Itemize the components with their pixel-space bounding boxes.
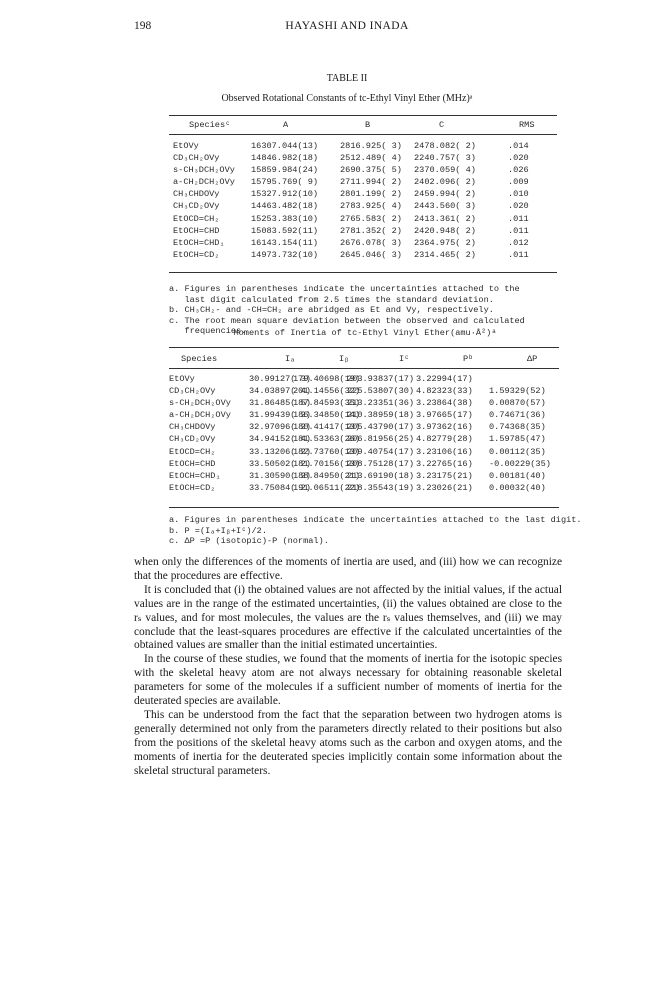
cell-p: 3.23026(21) xyxy=(416,482,473,493)
table-row xyxy=(169,238,557,250)
cell-rms: .026 xyxy=(508,165,529,176)
cell-ia: 30.99127( 3) xyxy=(249,374,311,384)
footnote-line: frequencies. xyxy=(169,326,247,336)
cell-a: 15859.984(24) xyxy=(251,165,319,176)
col-header-ib: Iᵦ xyxy=(339,354,350,364)
footnote-line: b. P =(Iₐ+Iᵦ+Iᶜ)/2. xyxy=(169,525,267,536)
table2-header-row xyxy=(169,354,559,366)
cell-species: CD₃CH₂OVy xyxy=(169,386,216,397)
footnote-line: last digit calculated from 2.5 times the standard deviation. xyxy=(169,294,494,305)
cell-p: 3.22994(17) xyxy=(416,374,473,384)
cell-delta-p: 0.74671(36) xyxy=(489,410,546,421)
cell-p: 4.82779(28) xyxy=(416,434,473,445)
cell-a: 14463.482(18) xyxy=(251,201,319,212)
cell-ic: 225.53807(30) xyxy=(347,386,415,397)
cell-ib: 186.34850(14) xyxy=(293,410,361,421)
cell-species: EtOVy xyxy=(173,141,199,151)
paragraph: This can be understood from the fact that the separation between two hydrogen atoms is generally determined not only from the parameters directly related to their positions but also from the positions of the skeletal heavy atoms such as the carbon and oxygen atoms, and the moments of inertia for the deuterated species implicitly contain some information about the skeletal structural parameters. xyxy=(134,708,562,777)
cell-species: a-CH₂DCH₂OVy xyxy=(169,410,231,421)
table-row xyxy=(169,226,557,238)
cell-c: 2443.560( 3) xyxy=(414,201,476,212)
table-row xyxy=(169,398,559,410)
cell-species: a-CH₂DCH₂OVy xyxy=(173,177,235,188)
col-header-ic: Iᶜ xyxy=(399,354,410,364)
cell-b: 2711.994( 2) xyxy=(340,177,402,188)
cell-rms: .011 xyxy=(508,249,529,260)
table-row xyxy=(169,141,557,153)
cell-species: EtOCH=CD₂ xyxy=(173,249,220,260)
cell-c: 2240.757( 3) xyxy=(414,153,476,164)
cell-ic: 209.40754(17) xyxy=(347,446,415,457)
cell-rms: .011 xyxy=(508,213,529,224)
paragraph: In the course of these studies, we found that the moments of inertia for the isotopic species with the skeletal heavy atom are not always necessary for obtaining reasonable skeletal parameters for some of the molecules if a sufficient number of moments of inertia for the deuterated species are available. xyxy=(134,653,562,708)
table-row xyxy=(169,459,559,471)
table-body xyxy=(169,141,557,262)
cell-species: CH₃CD₂OVy xyxy=(173,201,220,212)
cell-ia: 31.99439( 2) xyxy=(249,410,311,421)
table-row xyxy=(169,434,559,446)
cell-ic: 213.69190(18) xyxy=(347,470,415,481)
table-row xyxy=(169,386,559,398)
page-header xyxy=(134,20,560,36)
cell-species: EtOCH=CD₂ xyxy=(169,482,216,493)
table2-footnotes xyxy=(169,515,582,547)
cell-a: 14846.982(18) xyxy=(251,153,319,164)
cell-ib: 180.41417(13) xyxy=(293,422,361,433)
cell-p: 3.23864(38) xyxy=(416,398,473,409)
cell-b: 2645.046( 3) xyxy=(340,249,402,260)
table-caption: Observed Rotational Constants of tc-Ethyl Vinyl Ether (MHz)ᵃ xyxy=(221,93,473,104)
cell-ia: 33.13206( 2) xyxy=(249,446,311,457)
cell-b: 2512.489( 4) xyxy=(340,153,402,164)
cell-delta-p: -0.00229(35) xyxy=(489,458,551,469)
cell-c: 2478.082( 2) xyxy=(414,141,476,151)
cell-a: 16307.044(13) xyxy=(251,141,319,151)
cell-species: s-CH₂DCH₂OVy xyxy=(169,398,231,409)
cell-ia: 33.50502( 2) xyxy=(249,458,311,469)
footnote-line: a. Figures in parentheses indicate the uncertainties attached to the xyxy=(169,284,520,294)
cell-ib: 188.84950(21) xyxy=(293,470,361,481)
cell-p: 3.23175(21) xyxy=(416,470,473,481)
cell-c: 2402.096( 2) xyxy=(414,177,476,188)
cell-b: 2690.375( 5) xyxy=(340,165,402,176)
cell-c: 2413.361( 2) xyxy=(414,213,476,224)
cell-ib: 187.84593(35) xyxy=(293,398,361,409)
cell-a: 15083.592(11) xyxy=(251,225,319,236)
table-row xyxy=(169,250,557,262)
cell-rms: .020 xyxy=(508,153,529,164)
paragraph: when only the differences of the moments of inertia are used, and (iii) how we can recognize that the procedures are effective. xyxy=(134,556,562,582)
cell-b: 2816.925( 3) xyxy=(340,141,402,151)
cell-a: 14973.732(10) xyxy=(251,249,319,260)
cell-ic: 210.38959(18) xyxy=(347,410,415,421)
cell-a: 15253.383(10) xyxy=(251,213,319,224)
table-row xyxy=(169,165,557,177)
cell-species: CH₃CHDOVy xyxy=(173,189,220,200)
col-header-species: Speciesᶜ xyxy=(189,120,231,130)
cell-rms: .012 xyxy=(508,237,529,248)
footnote-line: c. ΔP =P (isotopic)-P (normal). xyxy=(169,536,329,546)
cell-a: 15795.769( 9) xyxy=(251,177,319,188)
table2-bottom-rule xyxy=(169,507,559,508)
cell-ia: 34.94152( 4) xyxy=(249,434,311,445)
cell-c: 2420.948( 2) xyxy=(414,225,476,236)
col-header-ia: Iₐ xyxy=(285,354,296,364)
footnote-line: b. CH₃CH₂- and -CH=CH₂ are abridged as Et and Vy, respectively. xyxy=(169,305,494,315)
table-row xyxy=(169,214,557,226)
table-header-row xyxy=(169,120,557,132)
table-row xyxy=(169,471,559,483)
cell-species: EtOCD=CH₂ xyxy=(169,446,216,457)
cell-p: 3.23106(16) xyxy=(416,446,473,457)
cell-rms: .010 xyxy=(508,189,529,200)
table-top-rule xyxy=(169,115,557,116)
cell-p: 4.82323(33) xyxy=(416,386,473,397)
cell-c: 2370.059( 4) xyxy=(414,165,476,176)
col-header-delta-p: ΔP xyxy=(527,354,538,364)
col-header-species: Species xyxy=(181,354,218,364)
col-header-p: Pᵇ xyxy=(463,354,474,364)
cell-ia: 31.30590( 2) xyxy=(249,470,311,481)
cell-a: 16143.154(11) xyxy=(251,237,319,248)
cell-ia: 31.86485( 5) xyxy=(249,398,311,409)
table-row xyxy=(169,189,557,201)
table-row xyxy=(169,153,557,165)
table-row xyxy=(169,201,557,213)
table-row xyxy=(169,447,559,459)
page-number: 198 xyxy=(134,20,152,32)
cell-ic: 205.43790(17) xyxy=(347,422,415,433)
cell-delta-p: 0.00112(35) xyxy=(489,446,546,457)
cell-ic: 206.81956(25) xyxy=(347,434,415,445)
cell-delta-p: 0.00032(40) xyxy=(489,482,546,493)
cell-p: 3.22765(16) xyxy=(416,458,473,469)
table2-body xyxy=(169,374,559,495)
cell-ic: 203.93837(17) xyxy=(347,374,415,384)
cell-ic: 213.23351(36) xyxy=(347,398,415,409)
cell-c: 2364.975( 2) xyxy=(414,237,476,248)
col-header-a: A xyxy=(283,120,289,130)
cell-rms: .009 xyxy=(508,177,529,188)
cell-rms: .011 xyxy=(508,225,529,236)
col-header-c: C xyxy=(439,120,445,130)
cell-species: EtOCH=CHD xyxy=(173,225,220,236)
cell-delta-p: 0.00181(40) xyxy=(489,470,546,481)
cell-species: EtOVy xyxy=(169,374,195,384)
cell-p: 3.97665(17) xyxy=(416,410,473,421)
table-row xyxy=(169,410,559,422)
cell-p: 3.97362(16) xyxy=(416,422,473,433)
cell-ib: 181.70156(13) xyxy=(293,458,361,469)
footnote-line: a. Figures in parentheses indicate the uncertainties attached to the last digit. xyxy=(169,515,582,525)
paragraph: It is concluded that (i) the obtained values are not affected by the initial values, if the actual values are in the range of the estimated uncertainties, (ii) the values obtained are close to the rₛ values, and for most molecules, the values are the rₛ values themselves, and (iii) we may conclude that the least-squares procedures are effective if the calculated uncertainties of the obtained values are smaller than the initial estimated uncertainties. xyxy=(134,583,562,652)
cell-b: 2801.199( 2) xyxy=(340,189,402,200)
cell-species: CH₃CHDOVy xyxy=(169,422,216,433)
cell-species: CD₃CH₂OVy xyxy=(173,153,220,164)
cell-b: 2783.925( 4) xyxy=(340,201,402,212)
col-header-rms: RMS xyxy=(519,120,535,130)
cell-c: 2314.465( 2) xyxy=(414,249,476,260)
cell-ic: 208.75128(17) xyxy=(347,458,415,469)
table2-header-rule xyxy=(169,368,559,369)
table-bottom-rule xyxy=(169,272,557,273)
cell-ic: 218.35543(19) xyxy=(347,482,415,493)
cell-ib: 191.06511(22) xyxy=(293,482,361,493)
cell-ib: 201.14556(32) xyxy=(293,386,361,397)
cell-species: s-CH₃DCH₂OVy xyxy=(173,165,235,176)
cell-species: EtOCD=CH₂ xyxy=(173,213,220,224)
cell-ia: 32.97096( 2) xyxy=(249,422,311,433)
cell-delta-p: 1.59329(52) xyxy=(489,386,546,397)
cell-b: 2781.352( 2) xyxy=(340,225,402,236)
cell-species: EtOCH=CHD₁ xyxy=(169,470,221,481)
cell-delta-p: 1.59785(47) xyxy=(489,434,546,445)
cell-c: 2459.994( 2) xyxy=(414,189,476,200)
table2-top-rule xyxy=(169,347,559,348)
cell-ia: 33.75084( 2) xyxy=(249,482,311,493)
table-header-rule xyxy=(169,134,557,135)
table-row xyxy=(169,177,557,189)
table-row xyxy=(169,483,559,495)
cell-ib: 179.40698(19) xyxy=(293,374,361,384)
running-title: HAYASHI AND INADA xyxy=(285,20,409,32)
table-label: TABLE II xyxy=(326,73,368,84)
cell-b: 2765.583( 2) xyxy=(340,213,402,224)
cell-species: EtOCH=CHD₁ xyxy=(173,237,225,248)
table2-caption: Moments of Inertia of tc-Ethyl Vinyl Ether(amu·Å²)ᵃ xyxy=(233,328,497,338)
table-row xyxy=(169,422,559,434)
footnote-line: c. The root mean square deviation between the observed and calculated xyxy=(169,315,525,326)
cell-species: CH₃CD₂OVy xyxy=(169,434,216,445)
cell-b: 2676.078( 3) xyxy=(340,237,402,248)
cell-ib: 182.73760(13) xyxy=(293,446,361,457)
col-header-b: B xyxy=(365,120,371,130)
table-row xyxy=(169,374,559,386)
cell-species: EtOCH=CHD xyxy=(169,458,216,469)
cell-a: 15327.912(10) xyxy=(251,189,319,200)
cell-ib: 181.53363(26) xyxy=(293,434,361,445)
cell-ia: 34.03897( 4) xyxy=(249,386,311,397)
cell-delta-p: 0.74368(35) xyxy=(489,422,546,433)
cell-rms: .014 xyxy=(508,141,529,151)
cell-rms: .020 xyxy=(508,201,529,212)
body-text xyxy=(134,556,562,779)
cell-delta-p: 0.00870(57) xyxy=(489,398,546,409)
